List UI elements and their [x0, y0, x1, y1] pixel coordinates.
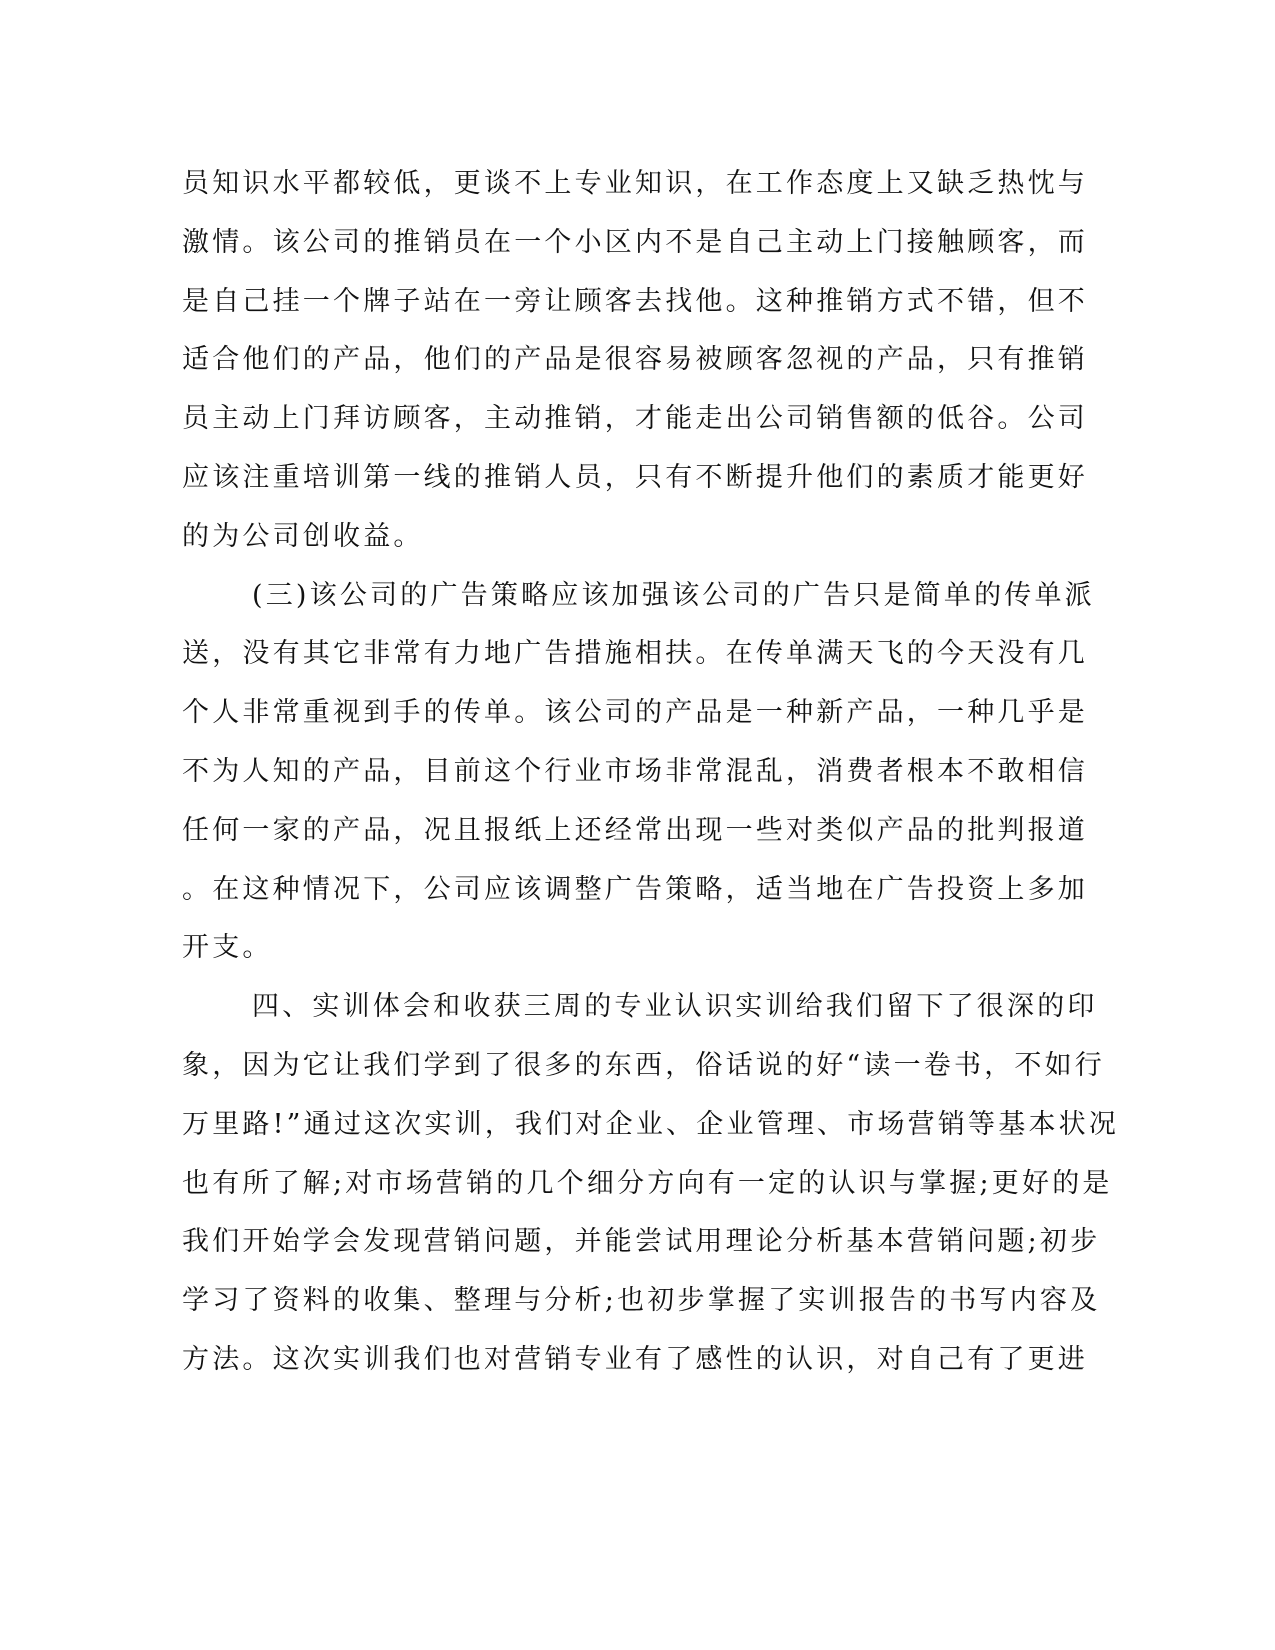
text-line: 应该注重培训第一线的推销人员，只有不断提升他们的素质才能更好 — [182, 461, 1088, 493]
text-line: 学习了资料的收集、整理与分析;也初步掌握了实训报告的书写内容及 — [182, 1285, 1101, 1317]
text-line: 方法。这次实训我们也对营销专业有了感性的认识，对自己有了更进 — [182, 1343, 1088, 1375]
text-line: 万里路!”通过这次实训，我们对企业、企业管理、市场营销等基本状况 — [182, 1108, 1120, 1140]
text-line: 适合他们的产品，他们的产品是很容易被顾客忽视的产品，只有推销 — [182, 344, 1088, 376]
text-line: 员主动上门拜访顾客，主动推销，才能走出公司销售额的低谷。公司 — [182, 403, 1088, 435]
paragraph-start-line: (三)该公司的广告策略应该加强该公司的广告只是简单的传单派 — [252, 579, 1095, 611]
text-line: 员知识水平都较低，更谈不上专业知识，在工作态度上又缺乏热忱与 — [182, 168, 1088, 199]
paragraph-start-line: 四、实训体会和收获三周的专业认识实训给我们留下了很深的印 — [252, 991, 1098, 1023]
text-line: 的为公司创收益。 — [182, 520, 424, 552]
body-text — [182, 155, 1120, 1390]
text-line: 。在这种情况下，公司应该调整广告策略，适当地在广告投资上多加 — [182, 873, 1088, 905]
text-line: 开支。 — [182, 932, 273, 964]
text-line: 也有所了解;对市场营销的几个细分方向有一定的认识与掌握;更好的是 — [182, 1167, 1113, 1199]
text-line: 个人非常重视到手的传单。该公司的产品是一种新产品，一种几乎是 — [182, 697, 1088, 729]
text-line: 激情。该公司的推销员在一个小区内不是自己主动上门接触顾客，而 — [182, 226, 1088, 258]
text-line: 送，没有其它非常有力地广告措施相扶。在传单满天飞的今天没有几 — [182, 638, 1088, 670]
text-line: 我们开始学会发现营销问题，并能尝试用理论分析基本营销问题;初步 — [182, 1226, 1101, 1258]
text-line: 象，因为它让我们学到了很多的东西，俗话说的好“读一卷书，不如行 — [182, 1049, 1106, 1081]
text-line: 任何一家的产品，况且报纸上还经常出现一些对类似产品的批判报道 — [182, 814, 1088, 846]
text-line: 是自己挂一个牌子站在一旁让顾客去找他。这种推销方式不错，但不 — [182, 285, 1088, 317]
text-line: 不为人知的产品，目前这个行业市场非常混乱，消费者根本不敢相信 — [182, 755, 1088, 787]
